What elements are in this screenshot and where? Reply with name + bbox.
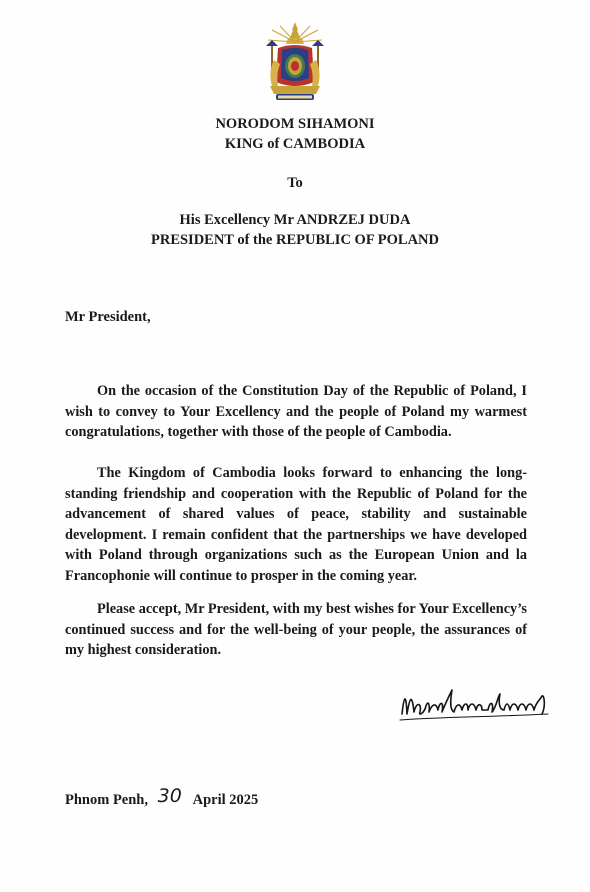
paragraph-closing: Please accept, Mr President, with my best wishes for Your Excellency’s continued success and for the well-being of your people, the assurances of my highest consideration. [65,601,527,658]
sender-block [0,114,590,154]
paragraph-congratulations: On the occasion of the Constitution Day of the Republic of Poland, I wish to convey to Your Excellency and the people of Poland my warmest congratulations, together with those of the people of Cambodia. [65,383,527,440]
handwritten-signature [398,684,554,726]
addressee-title: PRESIDENT of the REPUBLIC OF POLAND [150,232,439,248]
sender-title: KING of CAMBODIA [224,136,366,152]
salutation: Mr President, [65,309,151,325]
place: Phnom Penh, [65,792,148,808]
addressee-name: His Excellency Mr ANDRZEJ DUDA [179,212,411,228]
month-year: April 2025 [192,792,259,808]
paragraph-cooperation: The Kingdom of Cambodia looks forward to enhancing the long-standing friendship and cooperation with the Republic of Poland for the advancement of shared values of peace, stability and sustainable development. I remain confident that the partnerships we have developed with Poland through organizations such as the European Union and la Francophonie will continue to prosper in the coming year. [65,465,527,584]
sender-name: NORODOM SIHAMONI [215,116,375,132]
royal-arms-emblem [258,20,332,106]
addressee-block [0,210,590,250]
place-and-date [65,787,258,809]
handwritten-day: 30 [157,785,182,807]
to-label: To [287,175,303,191]
